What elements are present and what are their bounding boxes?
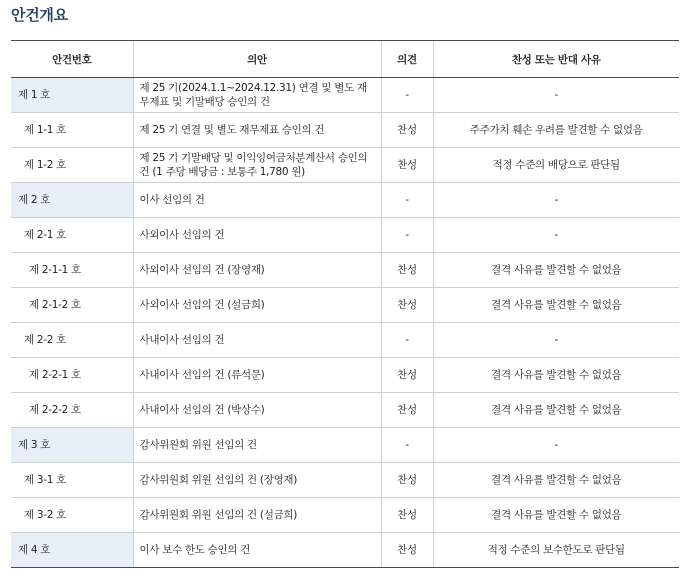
table-row — [11, 183, 679, 218]
reason-cell: - — [433, 78, 679, 113]
opinion-cell: - — [381, 78, 433, 113]
header-row — [11, 41, 679, 78]
table-row — [11, 78, 679, 113]
table-row — [11, 533, 679, 568]
column-header-reason: 찬성 또는 반대 사유 — [433, 41, 679, 78]
agenda-cell: 감사위원회 위원 선임의 건 — [133, 428, 381, 463]
agenda-number-cell: 제 4 호 — [11, 533, 133, 568]
opinion-cell: 찬성 — [381, 113, 433, 148]
table-row — [11, 218, 679, 253]
agenda-cell: 감사위원회 위원 선임의 건 (설금희) — [133, 498, 381, 533]
agenda-cell: 감사위원회 위원 선임의 건 (장영재) — [133, 463, 381, 498]
opinion-cell: - — [381, 323, 433, 358]
agenda-number-cell: 제 2-2-2 호 — [11, 393, 133, 428]
agenda-cell: 사외이사 선임의 건 (설금희) — [133, 288, 381, 323]
agenda-cell: 이사 보수 한도 승인의 건 — [133, 533, 381, 568]
reason-cell: 결격 사유를 발견할 수 없었음 — [433, 288, 679, 323]
table-row — [11, 498, 679, 533]
agenda-cell: 사외이사 선임의 건 — [133, 218, 381, 253]
agenda-cell: 사외이사 선임의 건 (장영재) — [133, 253, 381, 288]
agenda-number-cell: 제 2-2-1 호 — [11, 358, 133, 393]
opinion-cell: 찬성 — [381, 498, 433, 533]
agenda-number-cell: 제 1-1 호 — [11, 113, 133, 148]
table-row — [11, 113, 679, 148]
table-row — [11, 148, 679, 183]
reason-cell: 적정 수준의 보수한도로 판단됨 — [433, 533, 679, 568]
agenda-cell: 제 25 기(2024.1.1~2024.12.31) 연결 및 별도 재무제표 및 기말배당 승인의 건 — [133, 78, 381, 113]
agenda-cell: 사내이사 선임의 건 (류석문) — [133, 358, 381, 393]
opinion-cell: 찬성 — [381, 393, 433, 428]
reason-cell: - — [433, 428, 679, 463]
agenda-number-cell: 제 1 호 — [11, 78, 133, 113]
table-body — [11, 78, 679, 568]
table-row — [11, 393, 679, 428]
reason-cell: 결격 사유를 발견할 수 없었음 — [433, 253, 679, 288]
column-header-opinion: 의견 — [381, 41, 433, 78]
agenda-number-cell: 제 2-1-1 호 — [11, 253, 133, 288]
reason-cell: - — [433, 323, 679, 358]
agenda-number-cell: 제 3-2 호 — [11, 498, 133, 533]
opinion-cell: 찬성 — [381, 463, 433, 498]
table-row — [11, 288, 679, 323]
reason-cell: 결격 사유를 발견할 수 없었음 — [433, 463, 679, 498]
opinion-cell: 찬성 — [381, 253, 433, 288]
agenda-number-cell: 제 3-1 호 — [11, 463, 133, 498]
reason-cell: 결격 사유를 발견할 수 없었음 — [433, 498, 679, 533]
table-row — [11, 358, 679, 393]
opinion-cell: 찬성 — [381, 288, 433, 323]
opinion-cell: 찬성 — [381, 533, 433, 568]
opinion-cell: - — [381, 218, 433, 253]
agenda-number-cell: 제 2-2 호 — [11, 323, 133, 358]
reason-cell: - — [433, 218, 679, 253]
reason-cell: 적정 수준의 배당으로 판단됨 — [433, 148, 679, 183]
reason-cell: 결격 사유를 발견할 수 없었음 — [433, 358, 679, 393]
agenda-cell: 이사 선임의 건 — [133, 183, 381, 218]
table-row — [11, 428, 679, 463]
agenda-cell: 제 25 기 연결 및 별도 재무제표 승인의 건 — [133, 113, 381, 148]
reason-cell: - — [433, 183, 679, 218]
opinion-cell: 찬성 — [381, 358, 433, 393]
reason-cell: 주주가치 훼손 우려를 발견할 수 없었음 — [433, 113, 679, 148]
agenda-cell: 사내이사 선임의 건 — [133, 323, 381, 358]
agenda-cell: 사내이사 선임의 건 (박상수) — [133, 393, 381, 428]
reason-cell: 결격 사유를 발견할 수 없었음 — [433, 393, 679, 428]
table-header — [11, 41, 679, 78]
agenda-number-cell: 제 2-1 호 — [11, 218, 133, 253]
column-header-agenda: 의안 — [133, 41, 381, 78]
table-row — [11, 463, 679, 498]
agenda-number-cell: 제 1-2 호 — [11, 148, 133, 183]
agenda-cell: 제 25 기 기말배당 및 이익잉여금처분계산서 승인의 건 (1 주당 배당금 : 보통주 1,780 원) — [133, 148, 381, 183]
table-row — [11, 323, 679, 358]
agenda-number-cell: 제 2-1-2 호 — [11, 288, 133, 323]
table-row — [11, 253, 679, 288]
section-title: 안건개요 — [11, 6, 68, 24]
column-header-agenda-number: 안건번호 — [11, 41, 133, 78]
opinion-cell: 찬성 — [381, 148, 433, 183]
agenda-number-cell: 제 3 호 — [11, 428, 133, 463]
opinion-cell: - — [381, 183, 433, 218]
opinion-cell: - — [381, 428, 433, 463]
agenda-number-cell: 제 2 호 — [11, 183, 133, 218]
agenda-table — [11, 40, 679, 568]
